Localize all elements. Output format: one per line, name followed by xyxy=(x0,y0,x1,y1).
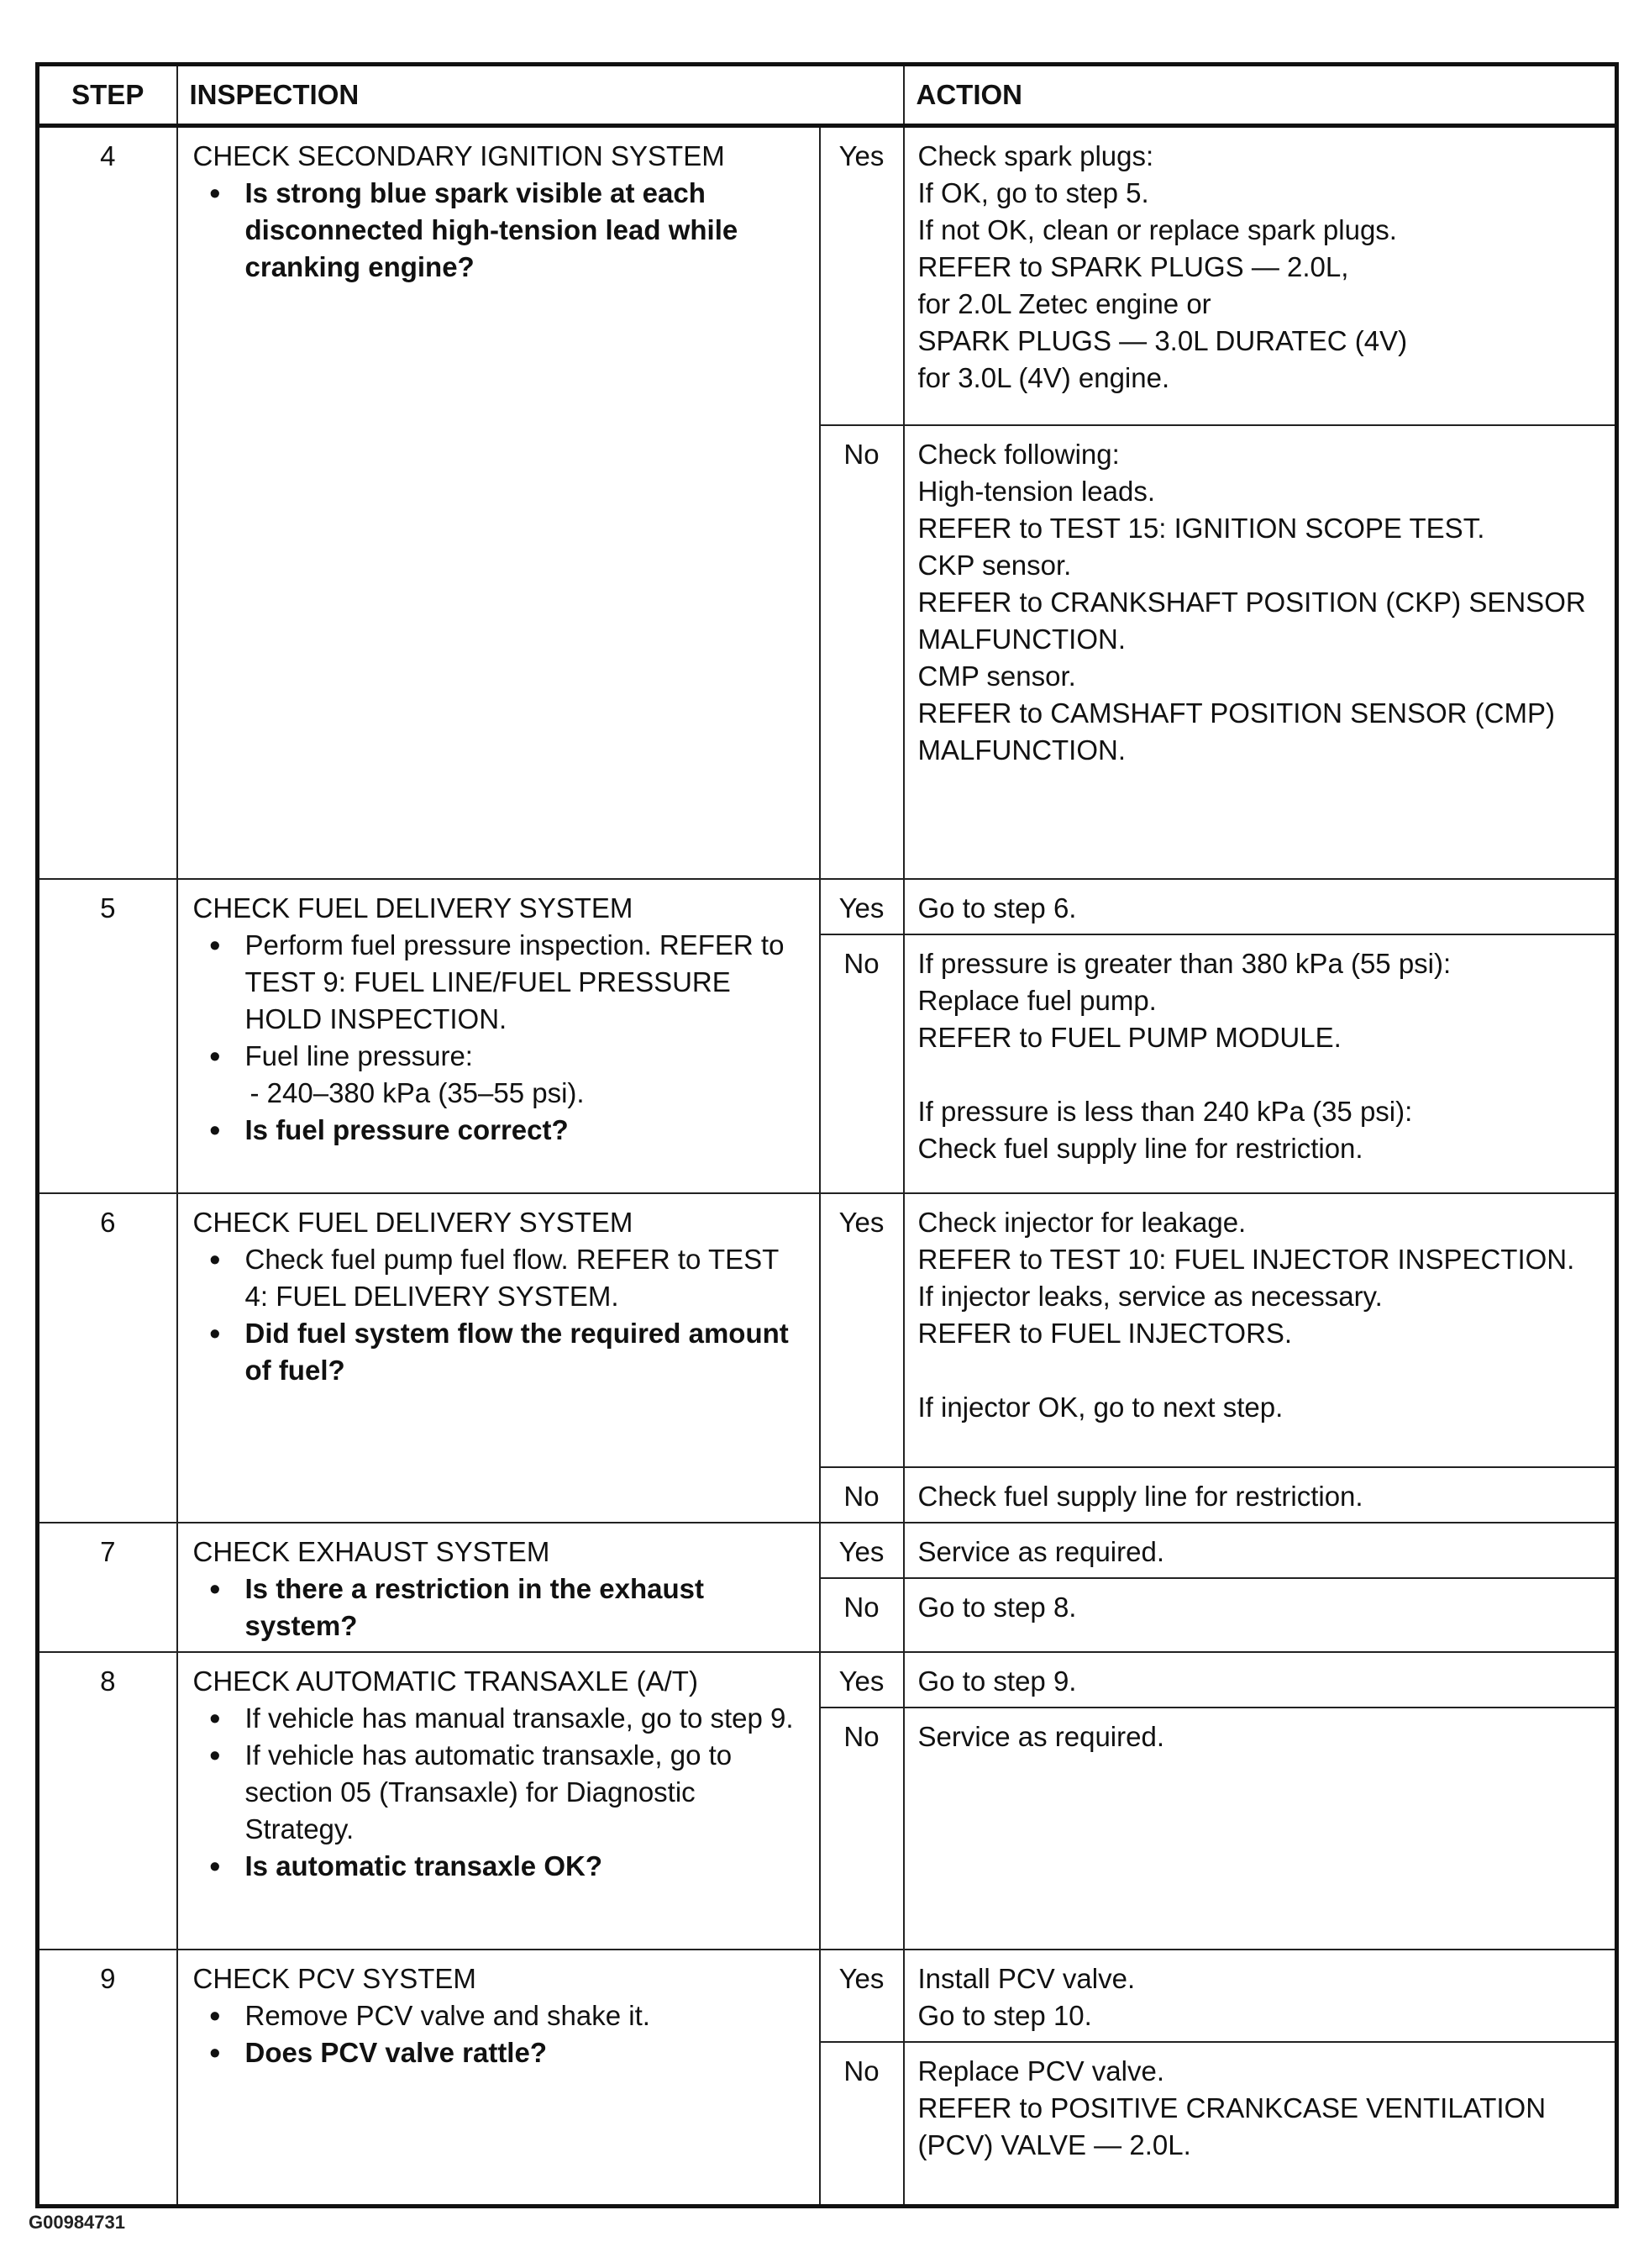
action-line: Check spark plugs: xyxy=(917,140,1154,171)
inspection-title: CHECK PCV SYSTEM xyxy=(192,1962,476,1994)
action-line: Service as required. xyxy=(917,1720,1164,1752)
action-cell xyxy=(904,1193,1617,1467)
action-line: REFER to FUEL PUMP MODULE. xyxy=(917,1021,1342,1053)
bullet-text: Is there a restriction in the exhaust system? xyxy=(244,1572,704,1641)
step-number: 7 xyxy=(38,1523,177,1652)
inspection-cell xyxy=(177,126,820,879)
bullet-subline: - 240–380 kPa (35–55 psi). xyxy=(249,1076,585,1108)
action-cell xyxy=(904,1652,1617,1708)
figure-id: G00984731 xyxy=(29,2212,125,2233)
inspection-bullets xyxy=(193,1241,807,1389)
action-line: If pressure is greater than 380 kPa (55 psi): xyxy=(917,947,1452,979)
bullet-text: Perform fuel pressure inspection. REFER to TEST 9: FUEL LINE/FUEL PRESSURE HOLD INSPECTION. xyxy=(244,929,785,1034)
action-line: Go to step 10. xyxy=(917,1999,1092,2031)
answer-label: Yes xyxy=(820,879,904,934)
action-spacer xyxy=(918,1352,1604,1389)
inspection-cell xyxy=(177,1950,820,2207)
step-number: 4 xyxy=(38,126,177,879)
inspection-title: CHECK EXHAUST SYSTEM xyxy=(192,1535,550,1567)
inspection-bullet xyxy=(193,1700,807,1737)
inspection-cell xyxy=(177,1193,820,1523)
action-line: Check injector for leakage. xyxy=(917,1206,1247,1238)
table-header-row xyxy=(38,65,1617,126)
answer-label: No xyxy=(820,2042,904,2207)
inspection-bullets xyxy=(193,175,807,286)
inspection-title: CHECK SECONDARY IGNITION SYSTEM xyxy=(192,140,725,171)
table-row xyxy=(38,1523,1617,1579)
bullet-text: Did fuel system flow the required amount of fuel? xyxy=(244,1317,789,1386)
action-line: High-tension leads. xyxy=(917,475,1156,507)
action-spacer xyxy=(918,1056,1604,1093)
action-cell xyxy=(904,1708,1617,1950)
action-line: Go to step 8. xyxy=(917,1592,1077,1623)
inspection-cell xyxy=(177,1523,820,1652)
bullet-text: Check fuel pump fuel flow. REFER to TEST 4: FUEL DELIVERY SYSTEM. xyxy=(244,1243,779,1312)
inspection-bullet xyxy=(193,1997,807,2034)
inspection-question xyxy=(193,175,807,286)
action-line: for 3.0L (4V) engine. xyxy=(917,362,1170,393)
action-line: Replace PCV valve. xyxy=(917,2055,1164,2086)
answer-label: No xyxy=(820,1578,904,1651)
bullet-text: Is strong blue spark visible at each disconnected high-tension lead while cranking engine? xyxy=(244,177,738,282)
action-line: Install PCV valve. xyxy=(917,1962,1136,1994)
inspection-question xyxy=(193,2034,807,2071)
answer-label: No xyxy=(820,1467,904,1523)
action-line: Go to step 9. xyxy=(917,1665,1077,1697)
action-line: REFER to SPARK PLUGS — 2.0L, xyxy=(917,251,1349,282)
table-row xyxy=(38,1193,1617,1467)
action-column-header: ACTION xyxy=(904,65,1617,126)
inspection-question xyxy=(193,1315,807,1389)
inspection-bullets xyxy=(193,1997,807,2071)
inspection-question xyxy=(193,1112,807,1149)
answer-label: No xyxy=(820,425,904,879)
action-cell xyxy=(904,1950,1617,2042)
answer-label: Yes xyxy=(820,1523,904,1579)
inspection-bullet xyxy=(193,1038,807,1112)
inspection-bullet xyxy=(193,927,807,1038)
action-line: CMP sensor. xyxy=(917,660,1076,692)
inspection-bullet xyxy=(193,1737,807,1848)
action-line: REFER to TEST 15: IGNITION SCOPE TEST. xyxy=(917,512,1485,544)
inspection-bullet xyxy=(193,1241,807,1315)
inspection-question xyxy=(193,1848,807,1885)
inspection-question xyxy=(193,1571,807,1644)
inspection-bullets xyxy=(193,927,807,1149)
action-cell xyxy=(904,879,1617,934)
bullet-text: Remove PCV valve and shake it. xyxy=(244,1999,650,2031)
action-line: Check fuel supply line for restriction. xyxy=(917,1480,1363,1512)
step-number: 5 xyxy=(38,879,177,1193)
action-line: Check fuel supply line for restriction. xyxy=(917,1132,1363,1164)
step-number: 8 xyxy=(38,1652,177,1950)
inspection-bullets xyxy=(193,1571,807,1644)
action-cell xyxy=(904,2042,1617,2207)
action-cell xyxy=(904,425,1617,879)
bullet-text: Fuel line pressure: xyxy=(244,1039,473,1071)
action-line: Replace fuel pump. xyxy=(917,984,1157,1016)
action-line: If injector leaks, service as necessary. xyxy=(917,1280,1383,1312)
answer-label: Yes xyxy=(820,1193,904,1467)
inspection-cell xyxy=(177,1652,820,1950)
action-line: REFER to FUEL INJECTORS. xyxy=(917,1317,1293,1349)
action-cell xyxy=(904,1467,1617,1523)
bullet-text: Is fuel pressure correct? xyxy=(244,1113,569,1145)
table-body xyxy=(38,126,1617,2207)
action-line: REFER to TEST 10: FUEL INJECTOR INSPECTION. xyxy=(917,1243,1575,1275)
step-number: 6 xyxy=(38,1193,177,1523)
action-line: If not OK, clean or replace spark plugs. xyxy=(917,214,1397,245)
action-cell xyxy=(904,934,1617,1193)
diagnostic-table xyxy=(35,62,1619,2208)
bullet-text: If vehicle has manual transaxle, go to step 9. xyxy=(244,1702,794,1734)
action-line: Service as required. xyxy=(917,1535,1164,1567)
action-line: for 2.0L Zetec engine or xyxy=(917,288,1211,319)
bullet-text: Is automatic transaxle OK? xyxy=(244,1850,602,1881)
inspection-title: CHECK FUEL DELIVERY SYSTEM xyxy=(192,892,633,924)
table-row xyxy=(38,1950,1617,2042)
action-line: Go to step 6. xyxy=(917,892,1077,924)
inspection-bullets xyxy=(193,1700,807,1885)
inspection-title: CHECK FUEL DELIVERY SYSTEM xyxy=(192,1206,633,1238)
table-row xyxy=(38,1652,1617,1708)
action-cell xyxy=(904,1578,1617,1651)
answer-label: Yes xyxy=(820,1652,904,1708)
answer-label: Yes xyxy=(820,1950,904,2042)
table-row xyxy=(38,879,1617,934)
inspection-title: CHECK AUTOMATIC TRANSAXLE (A/T) xyxy=(192,1665,698,1697)
inspection-cell xyxy=(177,879,820,1193)
action-line: REFER to CAMSHAFT POSITION SENSOR (CMP) MALFUNCTION. xyxy=(917,697,1555,766)
action-cell xyxy=(904,1523,1617,1579)
bullet-text: If vehicle has automatic transaxle, go to section 05 (Transaxle) for Diagnostic Strategy. xyxy=(244,1739,733,1844)
bullet-text: Does PCV valve rattle? xyxy=(244,2036,547,2068)
answer-label: No xyxy=(820,1708,904,1950)
answer-label: No xyxy=(820,934,904,1193)
step-column-header: STEP xyxy=(38,65,177,126)
table-row xyxy=(38,126,1617,425)
action-line: SPARK PLUGS — 3.0L DURATEC (4V) xyxy=(917,325,1408,356)
action-line: REFER to CRANKSHAFT POSITION (CKP) SENSOR MALFUNCTION. xyxy=(917,586,1586,655)
answer-label: Yes xyxy=(820,126,904,425)
action-cell xyxy=(904,126,1617,425)
action-line: CKP sensor. xyxy=(917,549,1072,581)
inspection-column-header: INSPECTION xyxy=(177,65,904,126)
action-line: If injector OK, go to next step. xyxy=(917,1391,1284,1423)
action-line: REFER to POSITIVE CRANKCASE VENTILATION (PCV) VALVE — 2.0L. xyxy=(917,2092,1547,2160)
action-line: Check following: xyxy=(917,438,1120,470)
step-number: 9 xyxy=(38,1950,177,2207)
action-line: If OK, go to step 5. xyxy=(917,177,1149,208)
action-line: If pressure is less than 240 kPa (35 psi): xyxy=(917,1095,1413,1127)
